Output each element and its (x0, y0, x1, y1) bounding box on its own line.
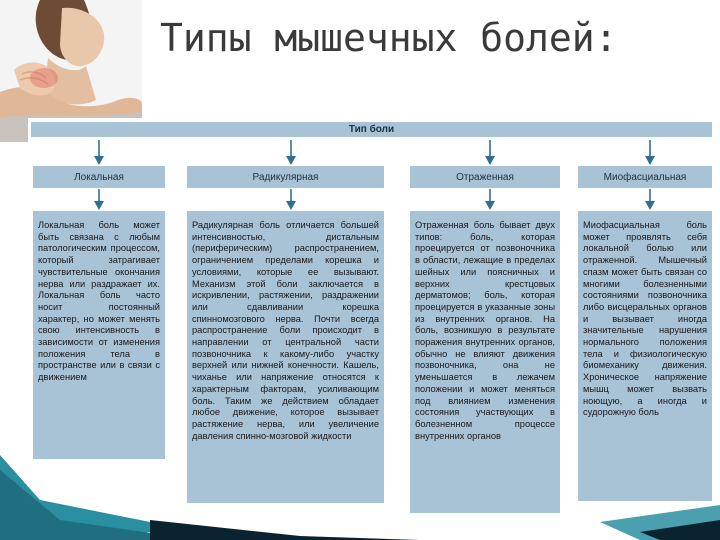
description-local (33, 211, 165, 459)
description-text: Отраженная боль бывает двух типов: боль, которая проецируется от позвоночника в области, лежащие в пределах шейных или поясничных и верхних крестцовых дерматомов; боль, которая проецируется в указанные зоны из внутренних органов. На боль, возникшую в результате поражения внутренних органов, обычно не влияют движения позвоночника, она не уменьшается в лежачем положении и может меняться под влиянием изменения состояния участвующих в болезненном процессе внутренних органов (415, 220, 555, 441)
arrow-down-icon (286, 189, 296, 211)
slide-title: Типы мышечных болей: (160, 16, 618, 60)
diagram-header (31, 122, 712, 137)
category-radicular (187, 166, 384, 188)
arrow-down-icon (645, 140, 655, 166)
description-text: Радикулярная боль отличается большей интенсивностью, дистальным (периферическим) распространением, ограничением пределами корешка и условиями, которые ее вызывают. Механизм этой боли заключается в искривлении, растяжении, раздражении или сдавливании корешка спинномозгового нерва. Почти всегда распространение боли происходит в направлении от центральной части позвоночника к какому-либо участку верхней или нижней конечности. Кашель, чиханье или напряжение относятся к характерным факторам, усиливающим боль. Таким же действием обладает любое движение, которое вызывает растяжение нерва, или увеличение давления спинно-мозговой жидкости (192, 220, 379, 441)
arrow-down-icon (94, 140, 104, 166)
description-radicular (187, 211, 384, 503)
category-local (33, 166, 165, 188)
category-referred (410, 166, 560, 188)
description-text: Локальная боль может быть связана с любым патологическим процессом, который затрагивает чувствительные окончания нерва или раздражает их. Локальная боль часто носит постоянный характер, но может менять свою интенсивность в зависимости от изменения положения тела в пространстве или в связи с движением (38, 220, 160, 383)
description-referred (410, 211, 560, 513)
arrow-down-icon (94, 189, 104, 211)
category-label: Радикулярная (252, 171, 319, 183)
category-label: Миофасциальная (603, 171, 687, 183)
diagram-header-label: Тип боли (348, 124, 395, 135)
pain-types-diagram (28, 118, 720, 520)
arrow-down-icon (485, 140, 495, 166)
category-label: Отраженная (456, 171, 514, 183)
description-myofascial (578, 211, 712, 501)
arrow-down-icon (286, 140, 296, 166)
category-myofascial (578, 166, 712, 188)
category-label: Локальная (74, 171, 124, 183)
description-text: Миофасциальная боль может проявлять себя локальной болью или отраженной. Мышечный спазм может быть связан со многими болезненными состояниями позвоночника либо висцеральных органов и вызывает иногда значительные нарушения нормального положения тела и физиологическую биомеханику движения. Хроническое напряжение мышц может вызвать ноющую, а иногда и судорожную боль (583, 220, 707, 418)
arrow-down-icon (485, 189, 495, 211)
arrow-down-icon (645, 189, 655, 211)
